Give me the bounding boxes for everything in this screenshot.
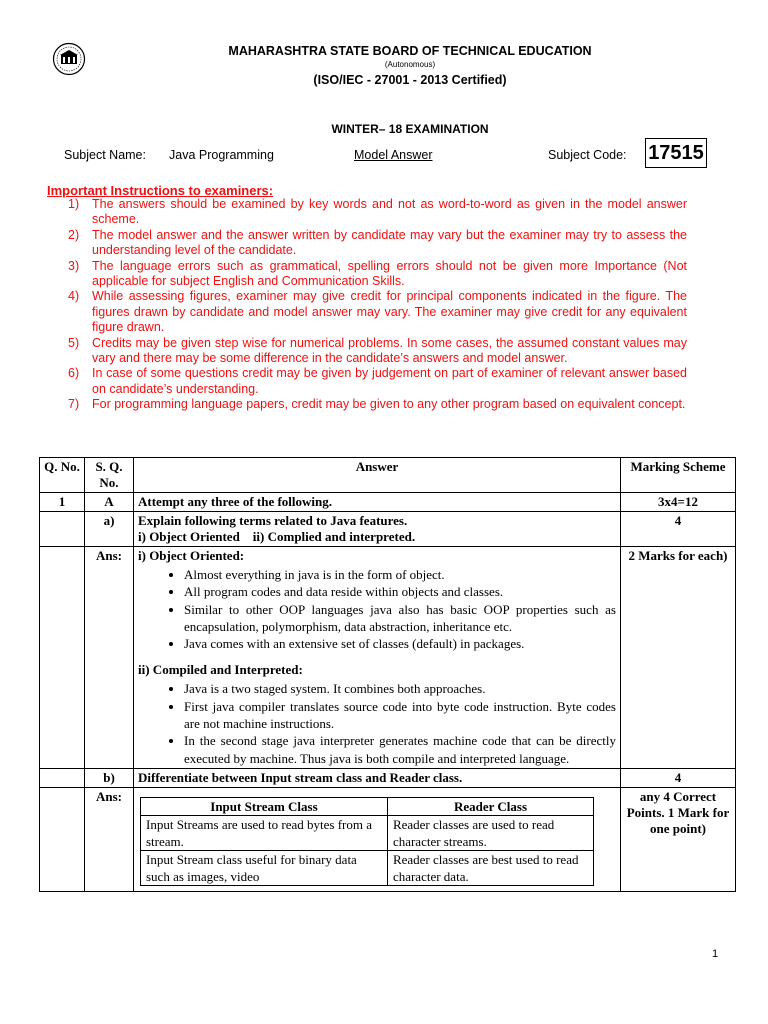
instruction-item: 6) In case of some questions credit may be given by judgement on part of examiner of relevant answer based on candidate’s understanding. — [68, 366, 687, 396]
instructions-title: Important Instructions to examiners: — [47, 183, 274, 198]
answer-heading: i) Object Oriented: — [138, 548, 245, 563]
header-answer: Answer — [134, 458, 621, 493]
header-q-no: Q. No. — [40, 458, 85, 493]
answer-heading: ii) Compiled and Interpreted: — [138, 662, 303, 678]
subject-code: 17515 — [645, 138, 707, 168]
table-row: b) Differentiate between Input stream class and Reader class. 4 — [40, 768, 736, 787]
comparison-table — [140, 797, 594, 886]
compare-row: Input Stream class useful for binary data such as images, video Reader classes are best used to read character data. — [141, 850, 594, 885]
subject-code-label: Subject Code: — [548, 148, 627, 162]
list-item: • Similar to other OOP languages java also has basic OOP properties such as encapsulation, polymorphism, data abstraction, inheritance etc. — [184, 601, 616, 636]
certification: (ISO/IEC - 27001 - 2013 Certified) — [313, 73, 507, 87]
page-number: 1 — [712, 948, 719, 960]
instruction-item: 3) The language errors such as grammatical, spelling errors should not be given more Importance (Not applicable for subject English and Communication Skills. — [68, 258, 687, 289]
list-item: • Almost everything in java is in the form of object. — [184, 566, 616, 583]
subject-name: Java Programming — [169, 148, 274, 162]
list-item: • Java comes with an extensive set of classes (default) in packages. — [184, 635, 616, 652]
table-row: Ans: i) Object Oriented: • Almost everything in java is in the form of object. • All program codes and data reside within objects and classes. • Similar to other OOP languages java also has basic OOP properties such as encapsulation, polymorphism, data abstraction, inheritance etc. • Java comes with an extensive set of classes (default) in packages. ii) Compiled and Interpreted: • Java is a two staged system. It combines both approaches. • First java compiler translates source code into byte code instruction. Byte codes are not machine instructions. • In the second stage java interpreter generates machine code that can be directly executed by machine. Thus java is both compile and interpreted language. 2 Marks for each) — [40, 547, 736, 769]
instruction-item: 7) For programming language papers, credit may be given to any other program based on equivalent concept. — [68, 397, 686, 412]
answer-list — [138, 566, 616, 652]
header-sub-q-no: S. Q. No. — [85, 458, 134, 493]
msbte-logo — [52, 42, 86, 76]
instruction-item: 4) While assessing figures, examiner may give credit for principal components indicated in the figure. The figures drawn by candidate and model answer may vary. The examiner may give credit for any equivalent figure drawn. — [68, 289, 687, 335]
compare-row: Input Streams are used to read bytes from a stream. Reader classes are used to read character streams. — [141, 815, 594, 850]
table-row: 1 A Attempt any three of the following. 3x4=12 — [40, 493, 736, 512]
question-text: Explain following terms related to Java features. — [138, 513, 408, 528]
instructions-list — [68, 197, 687, 413]
table-header-row — [40, 458, 736, 493]
compare-header: Input Stream Class — [141, 797, 388, 815]
answer-body — [134, 547, 621, 769]
list-item: • In the second stage java interpreter generates machine code that can be directly executed by machine. Thus java is both compile and interpreted language. — [184, 732, 616, 767]
question-subtext: i) Object Oriented ii) Complied and interpreted. — [138, 529, 416, 544]
answer-table — [39, 457, 736, 892]
list-item: • All program codes and data reside within objects and classes. — [184, 583, 616, 600]
instruction-item: 2) The model answer and the answer written by candidate may vary but the examiner may try to assess the understanding level of the candidate. — [68, 227, 687, 258]
compare-header: Reader Class — [387, 797, 593, 815]
list-item: • Java is a two staged system. It combines both approaches. — [184, 680, 616, 697]
header-marking: Marking Scheme — [621, 458, 736, 493]
table-row: Ans: Input Stream Class Reader Class Input Streams are used to read bytes from a stream. Reader classes are used to read character streams. Input Stream class useful for binary data such as images, video Reader classes are best used to read character data. any 4 Correct Points. 1 Mark for one point) — [40, 787, 736, 891]
subject-name-label: Subject Name: — [64, 148, 146, 162]
list-item: • First java compiler translates source code into byte code instruction. Byte codes are not machine instructions. — [184, 698, 616, 733]
autonomous-label: (Autonomous) — [384, 60, 436, 69]
exam-title: WINTER– 18 EXAMINATION — [331, 122, 489, 136]
table-row: a) Explain following terms related to Java features. i) Object Oriented ii) Complied and interpreted. 4 — [40, 512, 736, 547]
instruction-item: 5) Credits may be given step wise for numerical problems. In some cases, the assumed constant values may vary and there may be some difference in the candidate’s answers and model answer. — [68, 335, 687, 366]
instruction-item: 1) The answers should be examined by key words and not as word-to-word as given in the model answer scheme. — [68, 197, 687, 227]
board-name: MAHARASHTRA STATE BOARD OF TECHNICAL EDUCATION — [228, 44, 592, 58]
model-answer-label: Model Answer — [354, 148, 433, 162]
answer-list — [138, 680, 616, 766]
